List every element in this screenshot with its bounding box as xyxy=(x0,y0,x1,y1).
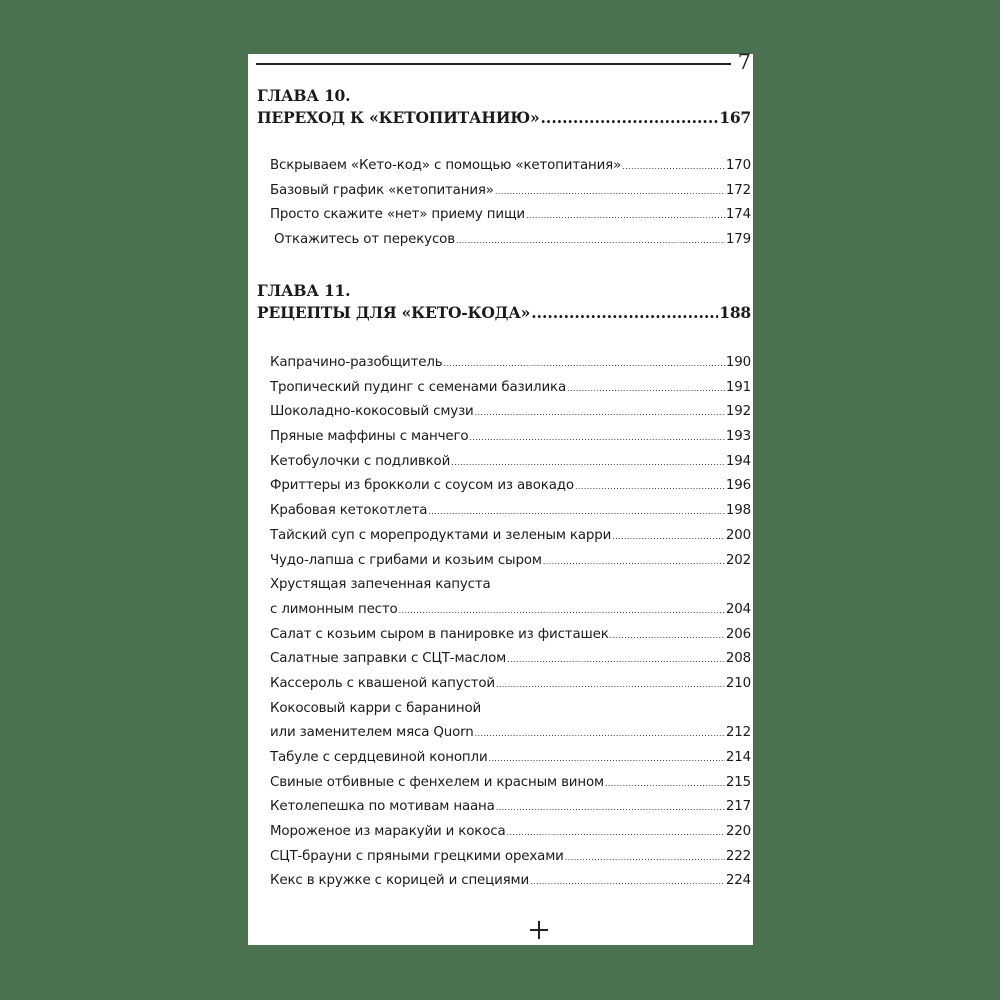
toc-entry[interactable] xyxy=(270,499,751,524)
chapter-number: ГЛАВА 10. xyxy=(257,86,351,105)
leader-dots xyxy=(605,772,725,797)
entry-title-line1: Хрустящая запеченная капуста xyxy=(270,577,491,593)
entry-title: Капрачино-разобщитель xyxy=(270,355,443,370)
running-head xyxy=(256,50,753,78)
entry-page: 210 xyxy=(725,675,751,691)
toc-entry[interactable] xyxy=(270,820,751,845)
leader-dots xyxy=(399,599,725,624)
leader-dots xyxy=(496,673,725,698)
chapter-title: ПЕРЕХОД К «КЕТОПИТАНИЮ» xyxy=(257,108,540,127)
entry-title: Пряные маффины с манчего xyxy=(270,429,469,445)
leader-dots xyxy=(496,796,725,821)
leader-dots xyxy=(475,401,725,426)
leader-dots xyxy=(489,747,725,772)
leader-dots xyxy=(575,475,725,500)
toc-entry[interactable] xyxy=(270,795,751,820)
chapter-10-entries xyxy=(270,154,751,253)
entry-title: Откажитесь от перекусов xyxy=(274,232,455,248)
entry-title: Табуле с сердцевиной конопли xyxy=(270,750,488,765)
leader-dots xyxy=(565,846,725,871)
toc-entry[interactable] xyxy=(270,623,751,648)
entry-title: с лимонным песто xyxy=(270,601,398,617)
entry-page: 208 xyxy=(725,651,751,667)
entry-page: 222 xyxy=(725,848,751,864)
chapter-heading-11 xyxy=(257,280,751,324)
entry-page: 191 xyxy=(725,379,751,395)
leader-dots xyxy=(526,204,725,229)
entry-page: 179 xyxy=(725,232,751,248)
entry-page: 217 xyxy=(725,799,751,815)
leader-dots xyxy=(530,870,725,895)
toc-entry[interactable] xyxy=(270,179,751,204)
leader-dots xyxy=(456,229,725,254)
leader-dots xyxy=(610,624,725,649)
toc-entry[interactable] xyxy=(270,400,751,425)
entry-page: 214 xyxy=(725,750,751,765)
leader-dots xyxy=(475,722,725,747)
chapter-title: РЕЦЕПТЫ ДЛЯ «КЕТО-КОДА» xyxy=(257,303,531,322)
entry-page: 172 xyxy=(725,182,751,198)
leader-dots xyxy=(451,451,725,476)
entry-title: Мороженое из маракуйи и кокоса xyxy=(270,824,506,840)
entry-title: Чудо-лапша с грибами и козьим сыром xyxy=(270,552,542,568)
leader-dots xyxy=(543,550,725,575)
entry-page: 215 xyxy=(725,774,751,790)
entry-page: 206 xyxy=(725,626,751,642)
book-page xyxy=(248,50,753,945)
toc-entry[interactable] xyxy=(270,845,751,870)
toc-entry[interactable] xyxy=(270,771,751,796)
leader-dots xyxy=(541,107,719,129)
entry-title: Фриттеры из брокколи с соусом из авокадо xyxy=(270,478,574,494)
toc-entry[interactable] xyxy=(270,869,751,894)
toc-entry[interactable] xyxy=(270,154,751,179)
toc-entry[interactable] xyxy=(270,425,751,450)
leader-dots xyxy=(507,648,725,673)
entry-page: 196 xyxy=(725,478,751,494)
toc-entry[interactable] xyxy=(270,746,751,771)
toc-entry[interactable] xyxy=(270,376,751,401)
entry-title: или заменителем мяса Quorn xyxy=(270,725,474,741)
entry-page: 194 xyxy=(725,453,751,469)
entry-page: 224 xyxy=(725,873,751,889)
leader-dots xyxy=(612,525,725,550)
entry-page: 220 xyxy=(725,824,751,840)
toc-entry[interactable] xyxy=(270,351,751,376)
entry-title: Крабовая кетокотлета xyxy=(270,503,428,519)
entry-title: Кекс в кружке с корицей и специями xyxy=(270,873,530,889)
entry-title: Тропический пудинг с семенами базилика xyxy=(270,379,567,395)
entry-title: Базовый график «кетопитания» xyxy=(270,182,494,198)
entry-page: 200 xyxy=(725,527,751,543)
toc-entry[interactable] xyxy=(270,549,751,574)
entry-title: Салат с козьим сыром в панировке из фисташек xyxy=(270,626,609,642)
entry-page: 192 xyxy=(725,404,751,420)
entry-title: Кассероль с квашеной капустой xyxy=(270,675,495,691)
entry-page: 212 xyxy=(725,725,751,741)
chapter-11-entries xyxy=(270,351,751,894)
toc-entry[interactable] xyxy=(270,647,751,672)
leader-dots xyxy=(531,302,718,324)
entry-page: 174 xyxy=(725,207,751,223)
leader-dots xyxy=(444,352,725,377)
entry-title: Кетолепешка по мотивам наана xyxy=(270,799,495,815)
toc-entry[interactable] xyxy=(270,450,751,475)
toc-entry[interactable] xyxy=(270,474,751,499)
toc-entry[interactable] xyxy=(270,228,751,253)
entry-page: 193 xyxy=(725,429,751,445)
leader-dots xyxy=(428,500,725,525)
entry-page: 170 xyxy=(725,158,751,173)
leader-dots xyxy=(495,180,725,205)
leader-dots xyxy=(469,426,724,451)
chapter-page: 167 xyxy=(719,108,751,127)
chapter-page: 188 xyxy=(719,303,751,322)
entry-title: Свиные отбивные с фенхелем и красным вином xyxy=(270,774,604,790)
toc-entry[interactable] xyxy=(270,672,751,697)
chapter-title-line xyxy=(257,107,751,129)
entry-page: 190 xyxy=(725,355,751,370)
entry-page: 202 xyxy=(725,552,751,568)
header-rule xyxy=(256,63,731,65)
entry-page: 204 xyxy=(725,601,751,617)
toc-entry[interactable] xyxy=(270,524,751,549)
leader-dots xyxy=(622,155,725,180)
chapter-title-line xyxy=(257,302,751,324)
entry-title: Тайский суп с морепродуктами и зеленым карри xyxy=(270,527,612,543)
crosshair-mark-icon xyxy=(529,920,549,940)
entry-title: Салатные заправки с СЦТ-маслом xyxy=(270,651,507,667)
entry-title: Шоколадно-кокосовый смузи xyxy=(270,404,474,420)
toc-entry-multiline[interactable] xyxy=(270,697,751,746)
entry-title-line1: Кокосовый карри с бараниной xyxy=(270,700,482,716)
entry-title: Вскрываем «Кето-код» с помощью «кетопитания» xyxy=(270,158,622,173)
entry-title: Просто скажите «нет» приему пищи xyxy=(270,207,525,223)
leader-dots xyxy=(567,377,725,402)
entry-title: Кетобулочки с подливкой xyxy=(270,453,451,469)
toc-entry[interactable] xyxy=(270,203,751,228)
entry-page: 198 xyxy=(725,503,751,519)
toc-entry-multiline[interactable] xyxy=(270,573,751,622)
chapter-number: ГЛАВА 11. xyxy=(257,281,351,300)
chapter-heading-10 xyxy=(257,85,751,129)
leader-dots xyxy=(507,821,725,846)
entry-title: СЦТ-брауни с пряными грецкими орехами xyxy=(270,848,564,864)
page-number: 7 xyxy=(737,50,751,74)
